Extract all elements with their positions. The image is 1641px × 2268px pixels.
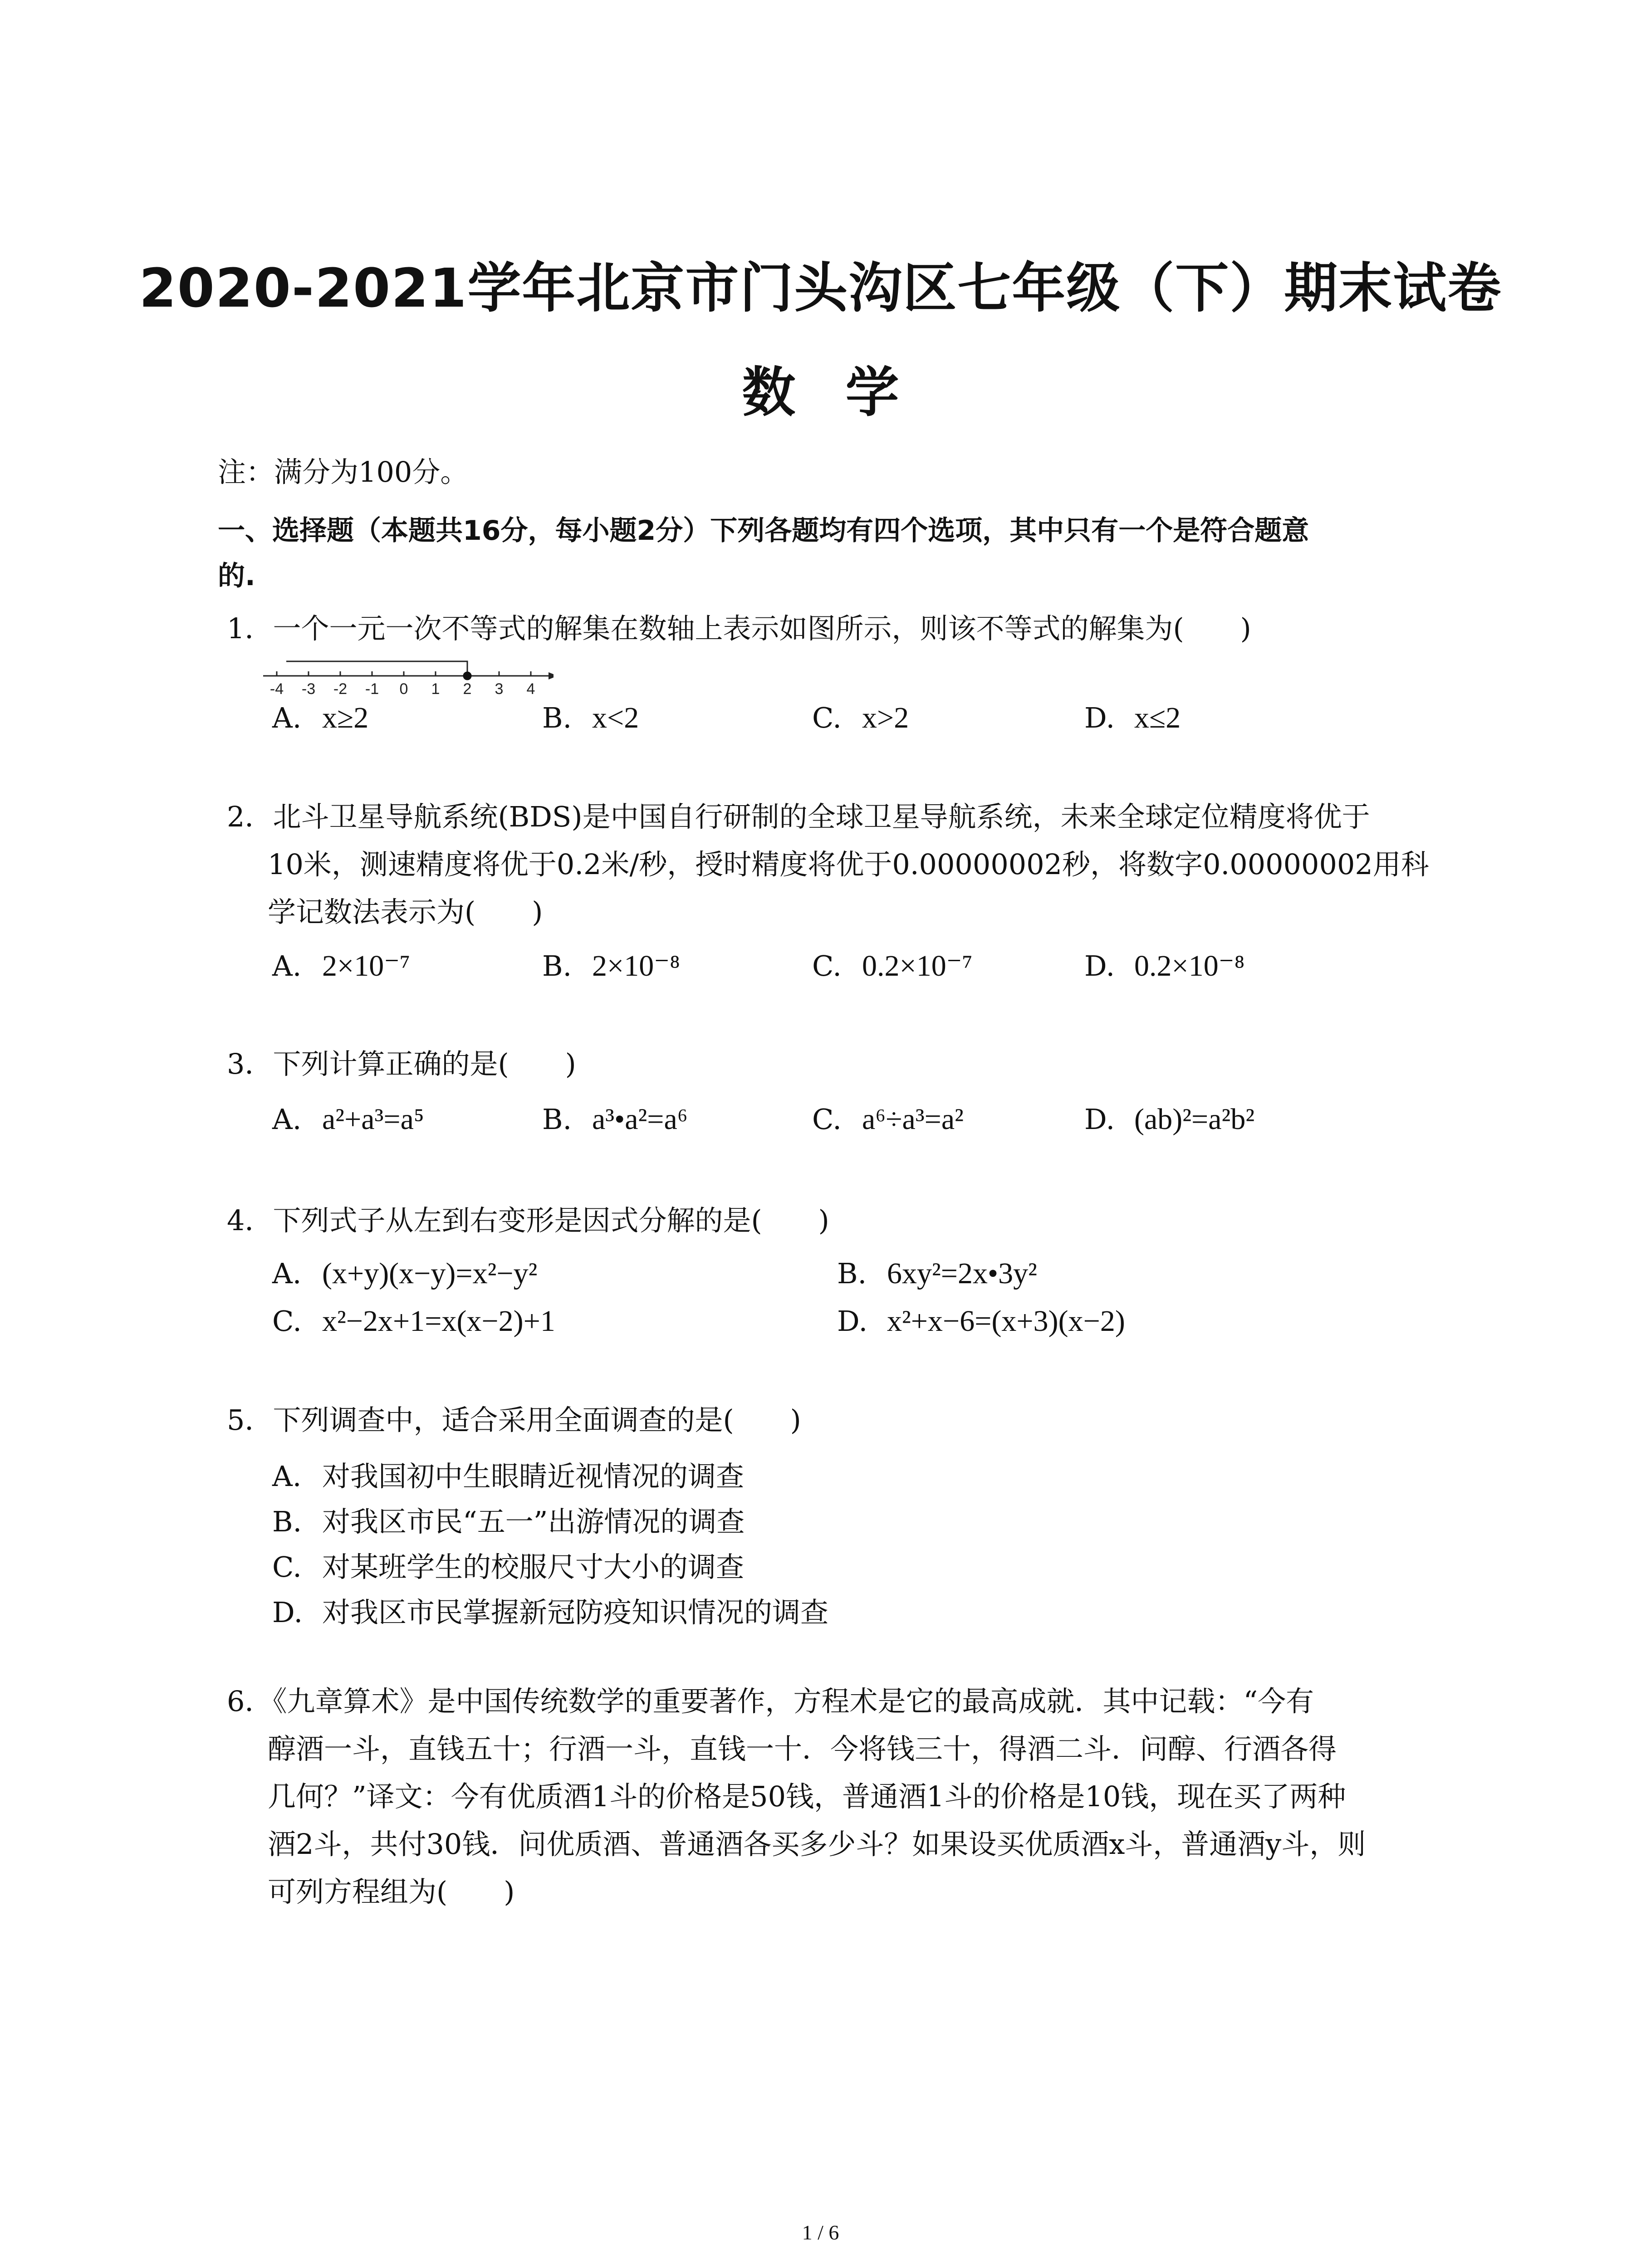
q4-option-c[interactable]	[272, 1304, 555, 1339]
option-value: 对我区市民掌握新冠防疫知识情况的调查	[322, 1596, 829, 1629]
option-value: x≤2	[1134, 701, 1181, 734]
q2-option-d[interactable]	[1084, 948, 1245, 983]
option-value: x²+x−6=(x+3)(x−2)	[887, 1305, 1125, 1338]
q5-option-a[interactable]	[272, 1454, 744, 1494]
option-label: B.	[542, 949, 572, 982]
boundary-point	[464, 672, 471, 679]
option-label: A.	[272, 1460, 302, 1493]
axis-tick-label: 2	[463, 680, 472, 698]
option-value: a²+a³=a⁵	[322, 1103, 424, 1136]
number-line-figure	[263, 649, 554, 699]
option-value: (x+y)(x−y)=x²−y²	[322, 1257, 538, 1290]
page-title: 2020-2021学年北京市门头沟区七年级（下）期末试卷	[139, 257, 1502, 319]
option-label: D.	[837, 1305, 868, 1338]
q4-stem: 4．下列式子从左到右变形是因式分解的是( )	[227, 1204, 829, 1237]
q1-option-c[interactable]	[812, 701, 909, 735]
option-value: 2×10⁻⁸	[592, 949, 681, 982]
option-value: x>2	[862, 701, 909, 734]
option-label: D.	[1084, 1103, 1115, 1136]
q2-option-c[interactable]	[812, 948, 973, 983]
option-label: B.	[272, 1505, 302, 1538]
option-label: C.	[812, 701, 842, 734]
option-value: 0.2×10⁻⁸	[1134, 949, 1245, 982]
option-value: (ab)²=a²b²	[1134, 1103, 1255, 1136]
q1-option-a[interactable]	[272, 701, 368, 735]
q3-option-b[interactable]	[542, 1102, 688, 1137]
q3-option-c[interactable]	[812, 1102, 964, 1137]
axis-tick-label: -3	[301, 680, 316, 698]
option-label: A.	[272, 701, 302, 734]
axis-tick-label: 3	[495, 680, 504, 698]
axis-arrow	[549, 672, 554, 679]
q6-stem-line4: 酒2斗，共付30钱．问优质酒、普通酒各买多少斗？如果设买优质酒x斗，普通酒y斗，则	[268, 1828, 1366, 1861]
q5-option-b[interactable]	[272, 1499, 745, 1540]
option-value: 0.2×10⁻⁷	[862, 949, 973, 982]
axis-tick-label: -2	[333, 680, 348, 698]
q5-stem: 5．下列调查中，适合采用全面调查的是( )	[227, 1403, 801, 1437]
section-heading: 一、选择题（本题共16分，每小题2分）下列各题均有四个选项，其中只有一个是符合题意	[218, 515, 1309, 547]
option-value: a³•a²=a⁶	[592, 1103, 688, 1136]
q1-stem: 1．一个一元一次不等式的解集在数轴上表示如图所示，则该不等式的解集为( )	[227, 612, 1251, 645]
q4-option-b[interactable]	[837, 1256, 1037, 1291]
q1-option-d[interactable]	[1084, 701, 1181, 735]
section-heading-cont: 的.	[218, 560, 255, 592]
option-label: C.	[272, 1305, 302, 1338]
option-value: x²−2x+1=x(x−2)+1	[322, 1305, 555, 1338]
option-value: x<2	[592, 701, 639, 734]
q2-stem-line1: 2．北斗卫星导航系统(BDS)是中国自行研制的全球卫星导航系统，未来全球定位精度将优于	[227, 800, 1370, 833]
option-value: a⁶÷a³=a²	[862, 1103, 964, 1136]
option-label: D.	[1084, 949, 1115, 982]
q3-option-d[interactable]	[1084, 1102, 1254, 1137]
q4-option-a[interactable]	[272, 1256, 537, 1291]
q3-option-a[interactable]	[272, 1102, 424, 1137]
option-label: D.	[272, 1596, 303, 1629]
option-label: D.	[1084, 701, 1115, 734]
q5-option-d[interactable]	[272, 1590, 828, 1630]
q6-stem-line1: 6．《九章算术》是中国传统数学的重要著作，方程术是它的最高成就．其中记载：“今有	[227, 1685, 1314, 1718]
option-label: A.	[272, 949, 302, 982]
axis-tick-label: 4	[526, 680, 535, 698]
option-value: 对某班学生的校服尺寸大小的调查	[322, 1550, 745, 1584]
option-label: B.	[542, 701, 572, 734]
q2-stem-line3: 学记数法表示为( )	[268, 895, 543, 929]
page-number: 1 / 6	[802, 2221, 839, 2244]
option-label: B.	[542, 1103, 572, 1136]
q2-option-a[interactable]	[272, 948, 410, 983]
q1-option-b[interactable]	[542, 701, 639, 735]
score-note: 注：满分为100分。	[218, 455, 469, 489]
axis-tick-label: -1	[365, 680, 379, 698]
option-label: C.	[812, 949, 842, 982]
q6-stem-line2: 醇酒一斗，直钱五十；行酒一斗，直钱一十．今将钱三十，得酒二斗．问醇、行酒各得	[268, 1732, 1337, 1765]
option-value: 2×10⁻⁷	[322, 949, 411, 982]
q3-stem: 3．下列计算正确的是( )	[227, 1047, 576, 1080]
option-label: B.	[837, 1257, 867, 1290]
option-label: A.	[272, 1257, 302, 1290]
axis-tick-label: 1	[431, 680, 440, 698]
option-value: 对我区市民“五一”出游情况的调查	[322, 1505, 745, 1538]
option-label: A.	[272, 1103, 302, 1136]
q2-option-b[interactable]	[542, 948, 680, 983]
axis-tick-label: -4	[269, 680, 284, 698]
option-label: C.	[272, 1550, 302, 1584]
q6-stem-line3: 几何？”译文：今有优质酒1斗的价格是50钱，普通酒1斗的价格是10钱，现在买了两种	[268, 1780, 1346, 1813]
q5-option-c[interactable]	[272, 1545, 744, 1585]
subject-title: 数学	[742, 361, 949, 424]
axis-tick-label: 0	[399, 680, 408, 698]
option-value: 6xy²=2x•3y²	[887, 1257, 1037, 1290]
q2-stem-line2: 10米，测速精度将优于0.2米/秒，授时精度将优于0.00000002秒，将数字0.00000002用科	[268, 848, 1429, 881]
option-label: C.	[812, 1103, 842, 1136]
solution-bracket	[286, 661, 467, 676]
option-value: x≥2	[322, 701, 369, 734]
q6-stem-line5: 可列方程组为( )	[268, 1875, 515, 1908]
q4-option-d[interactable]	[837, 1304, 1125, 1339]
option-value: 对我国初中生眼睛近视情况的调查	[322, 1460, 745, 1493]
